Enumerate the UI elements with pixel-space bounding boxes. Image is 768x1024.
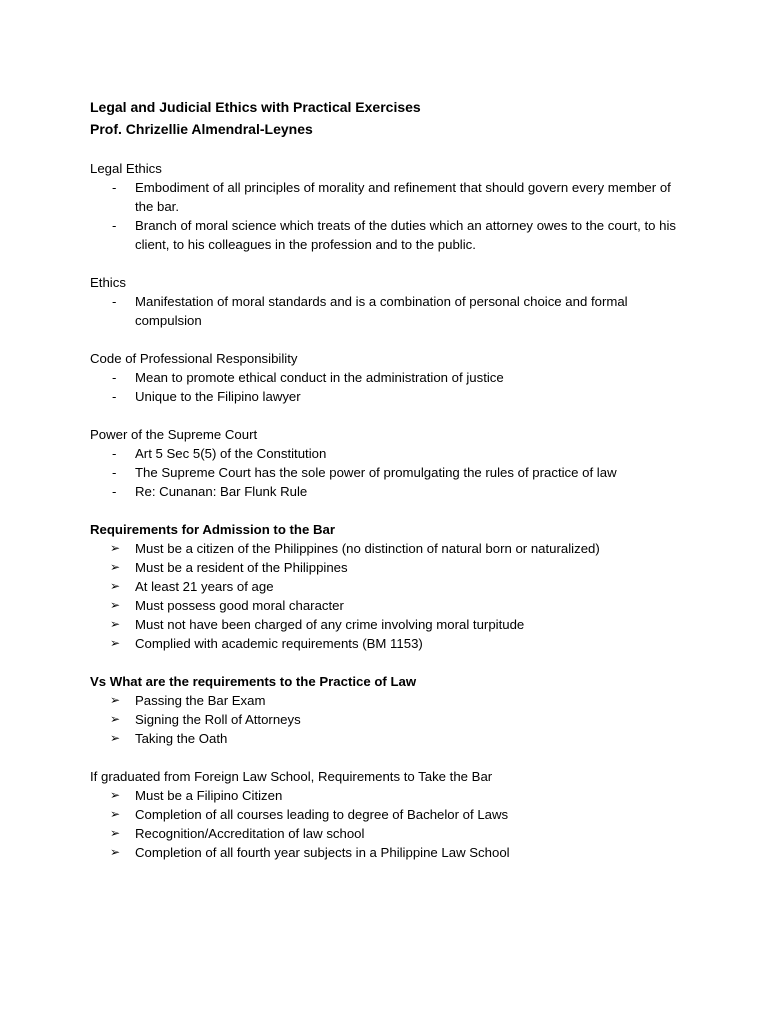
dash-bullet: -	[112, 218, 117, 233]
section-admission-requirements	[90, 520, 690, 653]
list-item-text: Taking the Oath	[135, 731, 228, 746]
arrow-bullet-icon: ➢	[110, 598, 121, 612]
list-item-text: Must be a citizen of the Philippines (no distinction of natural born or naturalized)	[135, 541, 600, 556]
section-foreign-law-school-requirements	[90, 767, 690, 862]
list-item	[90, 368, 690, 387]
section-heading: Code of Professional Responsibility	[90, 351, 298, 366]
dash-bullet: -	[112, 446, 117, 461]
arrow-bullet-icon: ➢	[110, 636, 121, 650]
section-heading: Requirements for Admission to the Bar	[90, 522, 335, 537]
dash-list	[90, 292, 690, 330]
list-item	[90, 691, 690, 710]
arrow-bullet-icon: ➢	[110, 579, 121, 593]
list-item	[90, 786, 690, 805]
list-item	[90, 843, 690, 862]
list-item	[90, 805, 690, 824]
list-item	[90, 729, 690, 748]
list-item-text: Must possess good moral character	[135, 598, 344, 613]
list-item-text: Signing the Roll of Attorneys	[135, 712, 301, 727]
list-item	[90, 596, 690, 615]
list-item-text: Passing the Bar Exam	[135, 693, 266, 708]
list-item	[90, 824, 690, 843]
arrow-bullet-icon: ➢	[110, 845, 121, 859]
arrow-list	[90, 786, 690, 862]
list-item-text: Embodiment of all principles of morality and refinement that should govern every member of the bar.	[135, 180, 671, 214]
arrow-bullet-icon: ➢	[110, 807, 121, 821]
list-item-text: Branch of moral science which treats of the duties which an attorney owes to the court, to his client, to his colleagues in the profession and to the public.	[135, 218, 676, 252]
section-ethics	[90, 273, 690, 330]
list-item	[90, 444, 690, 463]
dash-list	[90, 444, 690, 501]
list-item	[90, 577, 690, 596]
list-item	[90, 178, 690, 216]
list-item-text: Manifestation of moral standards and is a combination of personal choice and formal compulsion	[135, 294, 628, 328]
section-legal-ethics	[90, 159, 690, 254]
dash-bullet: -	[112, 294, 117, 309]
arrow-bullet-icon: ➢	[110, 617, 121, 631]
section-heading: If graduated from Foreign Law School, Requirements to Take the Bar	[90, 769, 493, 784]
dash-bullet: -	[112, 484, 117, 499]
list-item-text: Completion of all fourth year subjects in a Philippine Law School	[135, 845, 510, 860]
list-item	[90, 482, 690, 501]
dash-list	[90, 368, 690, 406]
arrow-bullet-icon: ➢	[110, 788, 121, 802]
list-item-text: Must be a Filipino Citizen	[135, 788, 283, 803]
section-power-of-supreme-court	[90, 425, 690, 501]
arrow-bullet-icon: ➢	[110, 712, 121, 726]
list-item-text: Art 5 Sec 5(5) of the Constitution	[135, 446, 327, 461]
dash-list	[90, 178, 690, 254]
section-heading: Vs What are the requirements to the Practice of Law	[90, 674, 417, 689]
arrow-bullet-icon: ➢	[110, 826, 121, 840]
list-item-text: Mean to promote ethical conduct in the administration of justice	[135, 370, 504, 385]
list-item	[90, 463, 690, 482]
list-item-text: Must be a resident of the Philippines	[135, 560, 348, 575]
arrow-bullet-icon: ➢	[110, 731, 121, 745]
section-code-of-professional-responsibility	[90, 349, 690, 406]
arrow-bullet-icon: ➢	[110, 541, 121, 555]
arrow-list	[90, 691, 690, 748]
dash-bullet: -	[112, 370, 117, 385]
list-item-text: Must not have been charged of any crime involving moral turpitude	[135, 617, 525, 632]
section-practice-of-law-requirements	[90, 672, 690, 748]
section-heading: Ethics	[90, 275, 126, 290]
list-item-text: Completion of all courses leading to degree of Bachelor of Laws	[135, 807, 509, 822]
professor-name: Prof. Chrizellie Almendral-Leynes	[90, 121, 313, 137]
dash-bullet: -	[112, 389, 117, 404]
list-item	[90, 710, 690, 729]
dash-bullet: -	[112, 465, 117, 480]
list-item	[90, 615, 690, 634]
list-item	[90, 634, 690, 653]
document-page	[90, 96, 690, 862]
list-item-text: Recognition/Accreditation of law school	[135, 826, 365, 841]
section-heading: Power of the Supreme Court	[90, 427, 258, 442]
list-item-text: The Supreme Court has the sole power of promulgating the rules of practice of law	[135, 465, 617, 480]
list-item	[90, 216, 690, 254]
list-item-text: At least 21 years of age	[135, 579, 274, 594]
list-item	[90, 387, 690, 406]
arrow-bullet-icon: ➢	[110, 693, 121, 707]
dash-bullet: -	[112, 180, 117, 195]
arrow-list	[90, 539, 690, 653]
list-item-text: Unique to the Filipino lawyer	[135, 389, 301, 404]
course-title: Legal and Judicial Ethics with Practical Exercises	[90, 99, 421, 115]
list-item	[90, 558, 690, 577]
list-item-text: Re: Cunanan: Bar Flunk Rule	[135, 484, 308, 499]
section-heading: Legal Ethics	[90, 161, 162, 176]
arrow-bullet-icon: ➢	[110, 560, 121, 574]
list-item	[90, 539, 690, 558]
document-header	[90, 96, 690, 140]
list-item	[90, 292, 690, 330]
list-item-text: Complied with academic requirements (BM 1153)	[135, 636, 423, 651]
